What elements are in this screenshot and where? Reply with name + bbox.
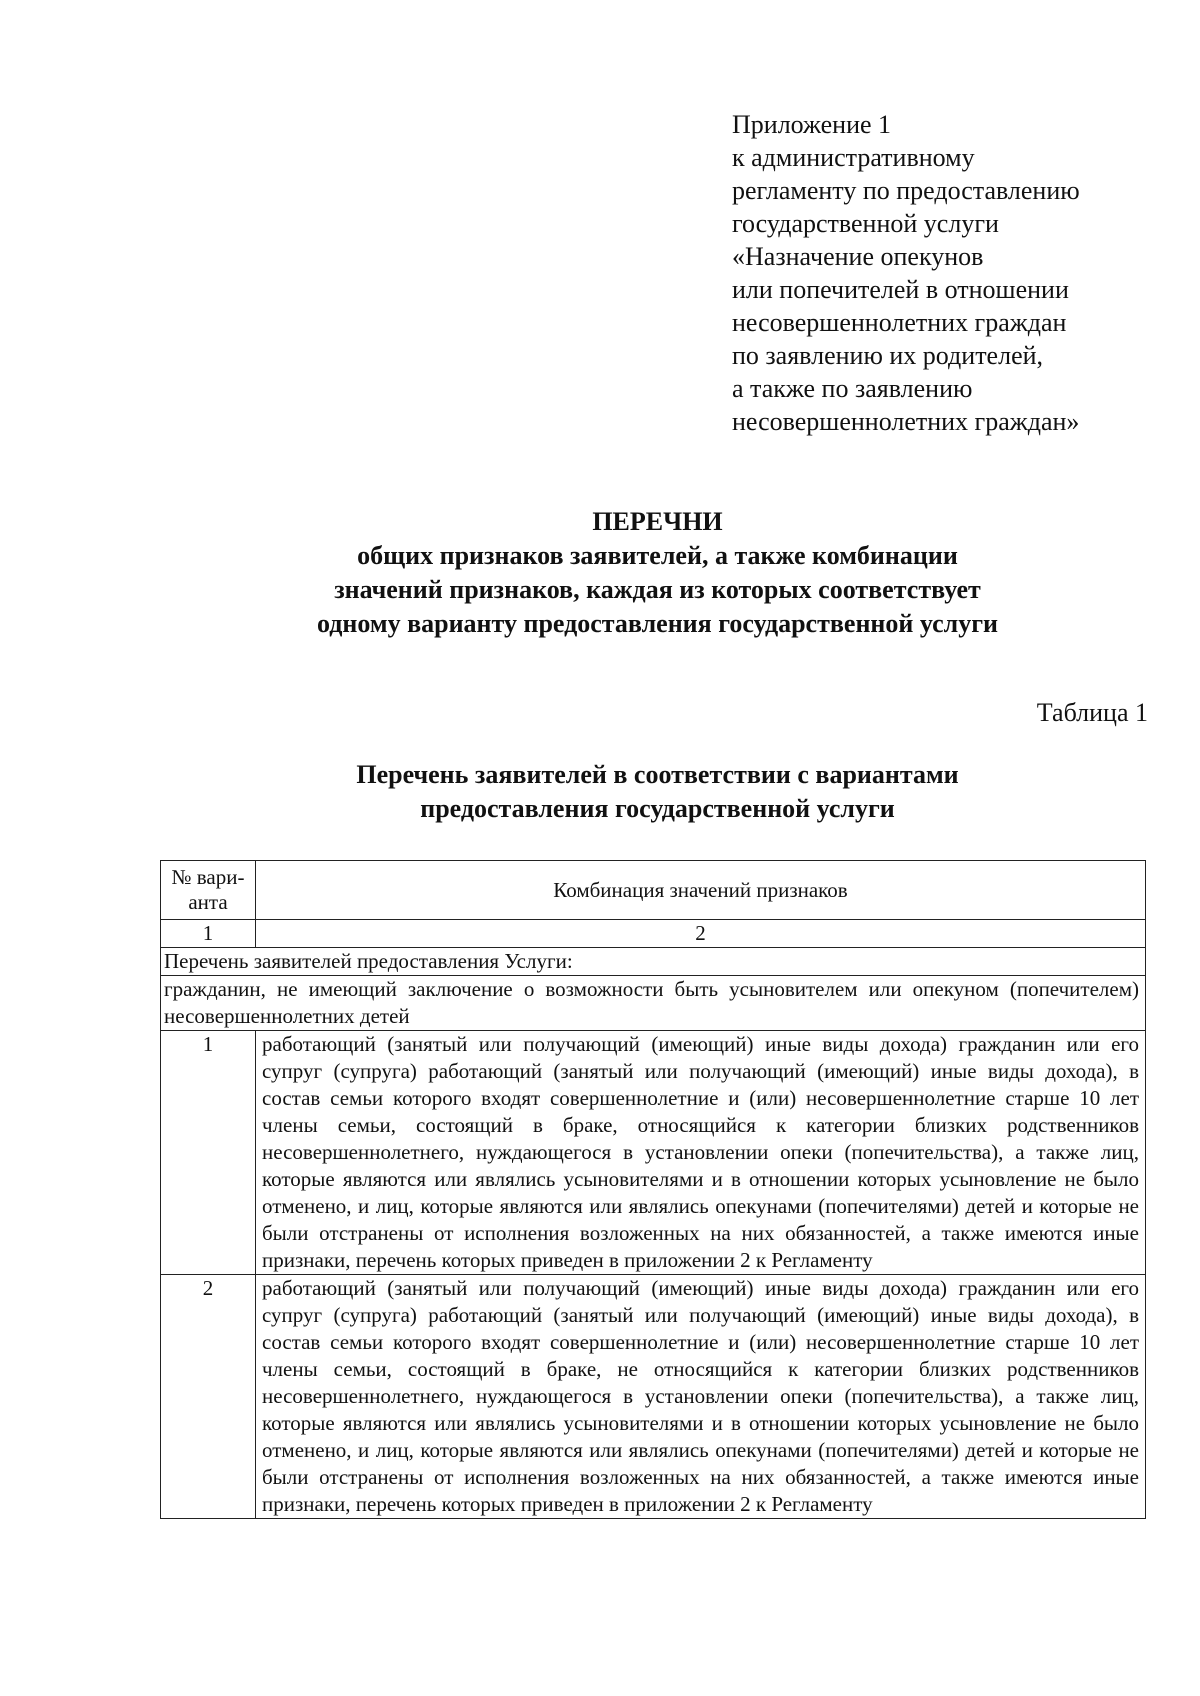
applicants-table — [160, 860, 1146, 1519]
appendix-header — [732, 108, 1172, 438]
table-title — [0, 758, 1200, 826]
column-number-row — [161, 920, 1146, 948]
appendix-line: Приложение 1 — [732, 110, 892, 139]
group-title-row — [161, 976, 1146, 1031]
column-number-2: 2 — [256, 920, 1146, 948]
header-combination: Комбинация значений признаков — [256, 861, 1146, 920]
variant-number: 2 — [161, 1275, 256, 1519]
appendix-line: государственной услуги — [732, 209, 999, 238]
appendix-line: несовершеннолетних граждан» — [732, 407, 1080, 436]
group-title: гражданин, не имеющий заключение о возможности быть усыновителем или опекуном (попечителем) несовершеннолетних детей — [161, 976, 1146, 1031]
column-number-1: 1 — [161, 920, 256, 948]
header-variant-number — [161, 861, 256, 920]
appendix-line: несовершеннолетних граждан — [732, 308, 1067, 337]
appendix-line: а также по заявлению — [732, 374, 973, 403]
title-line: ПЕРЕЧНИ — [592, 507, 723, 536]
title-line: общих признаков заявителей, а также комбинации — [357, 541, 958, 570]
header-variant-line2: анта — [188, 890, 228, 914]
appendix-line: по заявлению их родителей, — [732, 341, 1044, 370]
variant-number: 1 — [161, 1031, 256, 1275]
table-row — [161, 1275, 1146, 1519]
table-title-line: Перечень заявителей в соответствии с вариантами — [356, 760, 959, 789]
document-title — [0, 505, 1200, 641]
appendix-line: или попечителей в отношении — [732, 275, 1069, 304]
title-line: одному варианту предоставления государственной услуги — [316, 609, 999, 638]
variant-description: работающий (занятый или получающий (имеющий) иные виды дохода) гражданин или его супруг (супруга) работающий (занятый или получающий (имеющий) иные виды дохода), в состав семьи которого входят совершеннолетние и (или) несовершеннолетние старше 10 лет члены семьи, состоящий в браке, не относящийся к категории близких родственников несовершеннолетнего, нуждающегося в установлении опеки (попечительства), а также лиц, которые являются или являлись усыновителями и в отношении которых усыновление не было отменено, и лиц, которые являются или являлись опекунами (попечителями) детей и которые не были отстранены от исполнения возложенных на них обязанностей, а также имеются иные признаки, перечень которых приведен в приложении 2 к Регламенту — [256, 1275, 1146, 1519]
table-number-label: Таблица 1 — [1036, 698, 1148, 727]
appendix-line: к административному — [732, 143, 975, 172]
appendix-line: «Назначение опекунов — [732, 242, 984, 271]
appendix-line: регламенту по предоставлению — [732, 176, 1080, 205]
table-title-line: предоставления государственной услуги — [420, 794, 895, 823]
title-line: значений признаков, каждая из которых соответствует — [334, 575, 981, 604]
table-header-row — [161, 861, 1146, 920]
table-row — [161, 1031, 1146, 1275]
variant-description: работающий (занятый или получающий (имеющий) иные виды дохода) гражданин или его супруг (супруга) работающий (занятый или получающий (имеющий) иные виды дохода), в состав семьи которого входят совершеннолетние и (или) несовершеннолетние старше 10 лет члены семьи, состоящий в браке, относящийся к категории близких родственников несовершеннолетнего, нуждающегося в установлении опеки (попечительства), а также лиц, которые являются или являлись усыновителями и в отношении которых усыновление не было отменено, и лиц, которые являются или являлись опекунами (попечителями) детей и которые не были отстранены от исполнения возложенных на них обязанностей, а также имеются иные признаки, перечень которых приведен в приложении 2 к Регламенту — [256, 1031, 1146, 1275]
section-title-row — [161, 948, 1146, 976]
section-title: Перечень заявителей предоставления Услуги: — [161, 948, 1146, 976]
header-variant-line1: № вари- — [171, 865, 245, 889]
